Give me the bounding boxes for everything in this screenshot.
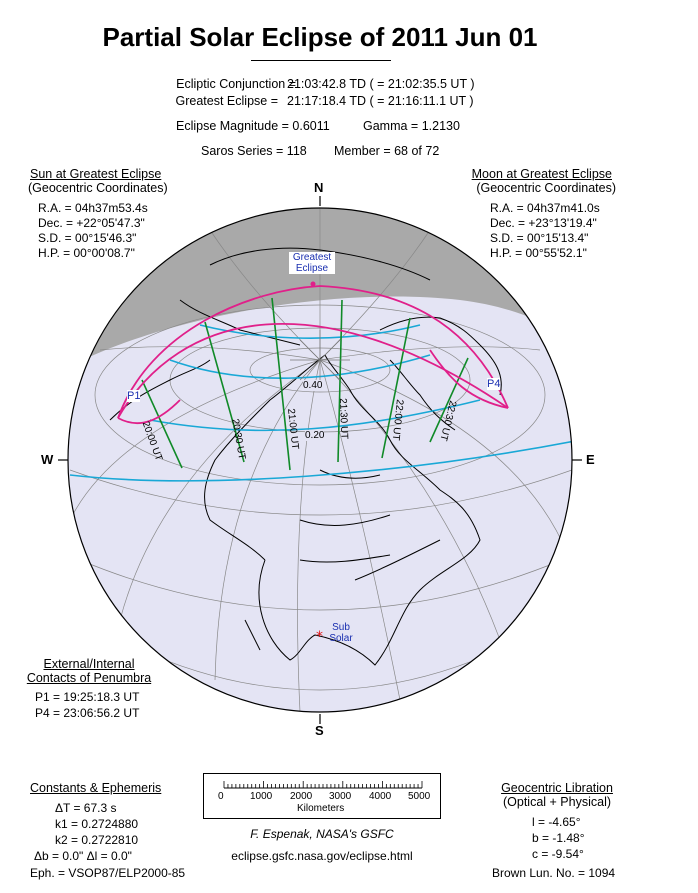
scale-tick-0: 0 (218, 791, 224, 802)
saros-member: Member = 68 of 72 (334, 144, 440, 158)
greatest-value: 21:17:18.4 TD ( = 21:16:11.1 UT ) (287, 94, 474, 108)
saros-series: Saros Series = 118 (201, 144, 307, 158)
time-label-2230: 22:30 UT (437, 399, 458, 442)
greatest-eclipse-label (289, 252, 335, 274)
compass-west: W (41, 452, 54, 467)
p1-label: P1 (127, 390, 141, 402)
scale-tick-2000: 2000 (290, 791, 313, 802)
compass-east: E (586, 452, 595, 467)
sub-solar-line1: Sub (332, 622, 350, 633)
sun-subheading: (Geocentric Coordinates) (28, 181, 168, 195)
scale-tick-5000: 5000 (408, 791, 431, 802)
sun-heading: Sun at Greatest Eclipse (30, 167, 162, 181)
sun-dec: Dec. = +22°05'47.3" (38, 216, 145, 230)
delta-t: ΔT = 67.3 s (55, 801, 117, 815)
libration-b: b = -1.48° (532, 831, 585, 845)
scale-unit: Kilometers (297, 803, 345, 814)
greatest-eclipse-marker (311, 282, 316, 287)
sub-solar-line2: Solar (329, 633, 353, 644)
conjunction-value: 21:03:42.8 TD ( = 21:02:35.5 UT ) (287, 77, 475, 91)
scale-tick-4000: 4000 (369, 791, 392, 802)
moon-sd: S.D. = 00°15'13.4" (490, 231, 589, 245)
moon-heading: Moon at Greatest Eclipse (471, 167, 612, 181)
ephemeris: Eph. = VSOP87/ELP2000-85 (30, 866, 186, 880)
libration-c: c = -9.54° (532, 847, 584, 861)
p4-label: P4 (487, 378, 501, 390)
contact-p4: P4 = 23:06:56.2 UT (35, 706, 140, 720)
page-title: Partial Solar Eclipse of 2011 Jun 01 (102, 22, 538, 52)
sun-hp: H.P. = 00°00'08.7" (38, 246, 135, 260)
sub-solar-marker: * (316, 629, 323, 645)
moon-hp: H.P. = 00°55'52.1" (490, 246, 587, 260)
greatest-label: Greatest Eclipse = (175, 94, 278, 108)
greatest-label-line1: Greatest (292, 252, 332, 263)
k2: k2 = 0.2722810 (55, 833, 139, 847)
sun-sd: S.D. = 00°15'46.3" (38, 231, 137, 245)
distance-scale (203, 773, 441, 819)
greatest-label-line2: Eclipse (295, 263, 329, 274)
moon-dec: Dec. = +23°13'19.4" (490, 216, 597, 230)
sub-solar-label (326, 622, 356, 644)
time-label-2130: 21:30 UT (337, 398, 350, 440)
eclipse-magnitude: Eclipse Magnitude = 0.6011 (176, 119, 330, 133)
conjunction-label: Ecliptic Conjunction = (176, 77, 296, 91)
moon-ra: R.A. = 04h37m41.0s (490, 201, 600, 215)
compass-north: N (314, 180, 324, 195)
scale-tick-1000: 1000 (250, 791, 273, 802)
contact-p1: P1 = 19:25:18.3 UT (35, 690, 140, 704)
brown-lunation: Brown Lun. No. = 1094 (492, 866, 616, 880)
libration-l: l = -4.65° (532, 815, 581, 829)
sun-ra: R.A. = 04h37m53.4s (38, 201, 148, 215)
gamma: Gamma = 1.2130 (363, 119, 460, 133)
contacts-heading-line1: External/Internal (43, 657, 135, 671)
scale-tick-3000: 3000 (329, 791, 352, 802)
time-label-2200: 22:00 UT (389, 398, 405, 441)
magnitude-label-020: 0.20 (305, 430, 325, 441)
source-url: eclipse.gsfc.nasa.gov/eclipse.html (231, 849, 413, 863)
time-label-2030: 20:30 UT (229, 418, 248, 461)
libration-heading: Geocentric Libration (501, 781, 613, 795)
time-label-2100: 21:00 UT (285, 408, 301, 451)
compass-south: S (315, 723, 324, 738)
constants-heading: Constants & Ephemeris (30, 781, 162, 795)
magnitude-label-040: 0.40 (303, 380, 323, 391)
contacts-heading-line2: Contacts of Penumbra (26, 671, 152, 685)
libration-subheading: (Optical + Physical) (502, 795, 612, 809)
k1: k1 = 0.2724880 (55, 817, 139, 831)
delta-b-l: Δb = 0.0" Δl = 0.0" (34, 849, 132, 863)
moon-subheading: (Geocentric Coordinates) (476, 181, 616, 195)
credit: F. Espenak, NASA's GSFC (250, 827, 394, 841)
time-label-2000: 20:00 UT (139, 420, 165, 463)
